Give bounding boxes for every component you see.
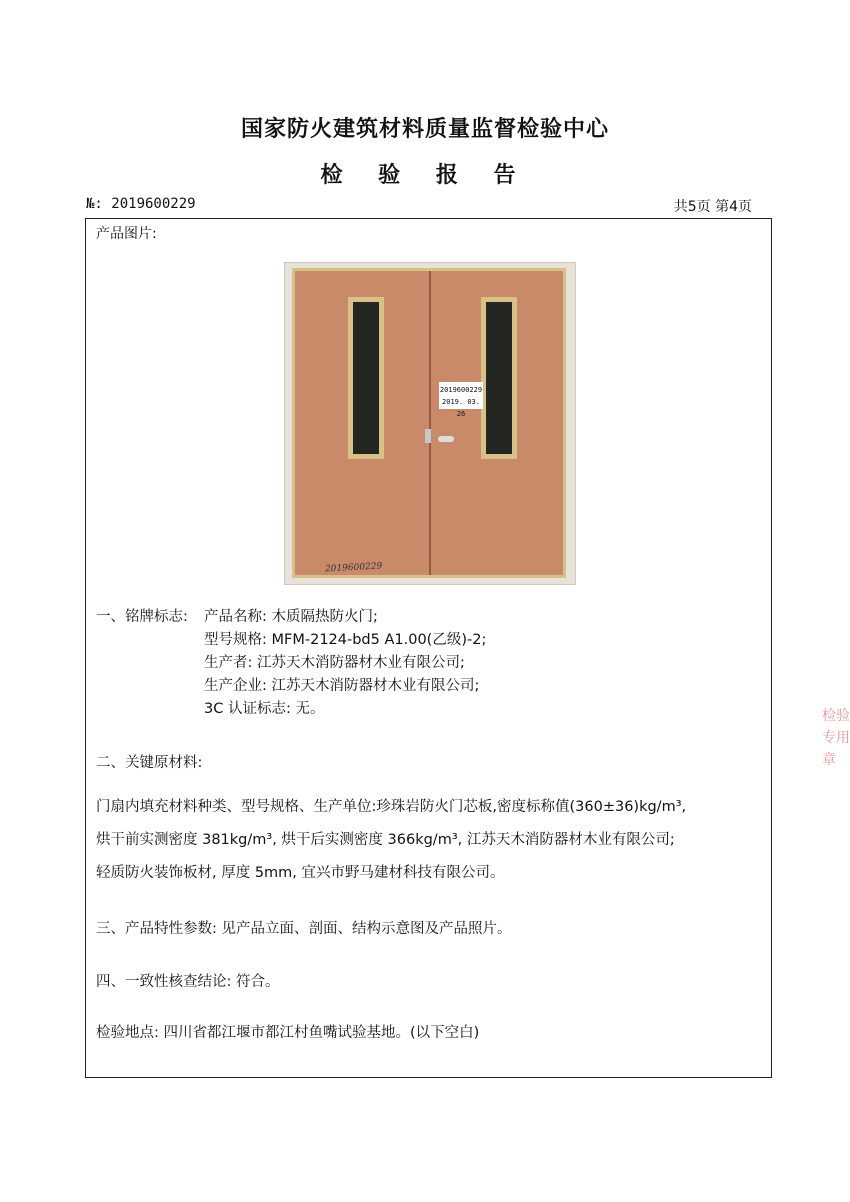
document-title: 检 验 报 告 [320, 163, 530, 188]
door-lock-plate [425, 429, 431, 443]
sample-tag-number: 2019600229 [439, 386, 483, 394]
conclusion-line: 四、一致性核查结论: 符合。 [96, 974, 280, 990]
production-enterprise: 生产企业: 江苏天木消防器材木业有限公司; [204, 678, 480, 694]
producer: 生产者: 江苏天木消防器材木业有限公司; [204, 655, 465, 671]
inspection-stamp: 检验专用章 [822, 708, 850, 768]
materials-line-2: 烘干前实测密度 381kg/m³, 烘干后实测密度 366kg/m³, 江苏天木消防器材木业有限公司; [96, 832, 675, 848]
materials-line-3: 轻质防火装饰板材, 厚度 5mm, 宜兴市野马建材科技有限公司。 [96, 865, 505, 881]
report-content-box [85, 218, 772, 1078]
org-title: 国家防火建筑材料质量监督检验中心 [240, 117, 609, 142]
product-photo [284, 262, 576, 585]
sample-tag-date: 2019. 03. 26 [442, 398, 480, 418]
cert-mark: 3C 认证标志: 无。 [204, 701, 325, 717]
materials-heading: 二、关键原材料: [96, 755, 203, 771]
fire-door-image [292, 268, 566, 578]
nameplate-heading: 一、铭牌标志: [96, 609, 188, 625]
door-seam [429, 271, 431, 575]
handwritten-sample-number: 2019600229 [324, 561, 383, 575]
sample-tag [439, 382, 483, 418]
product-model: 型号规格: MFM-2124-bd5 A1.00(乙级)-2; [204, 632, 487, 648]
page-info: 共5页 第4页 [673, 199, 752, 215]
location-line: 检验地点: 四川省都江堰市都江村鱼嘴试验基地。(以下空白) [96, 1025, 480, 1041]
report-number: №: 2019600229 [86, 196, 196, 212]
materials-line-1: 门扇内填充材料种类、型号规格、生产单位:珍珠岩防火门芯板,密度标称值(360±36)kg/m³, [96, 799, 687, 815]
right-door-window [481, 297, 517, 459]
door-handle [438, 436, 454, 442]
left-door-window [348, 297, 384, 459]
params-line: 三、产品特性参数: 见产品立面、剖面、结构示意图及产品照片。 [96, 921, 512, 937]
photo-label: 产品图片: [96, 226, 157, 242]
product-name: 产品名称: 木质隔热防火门; [204, 609, 378, 625]
